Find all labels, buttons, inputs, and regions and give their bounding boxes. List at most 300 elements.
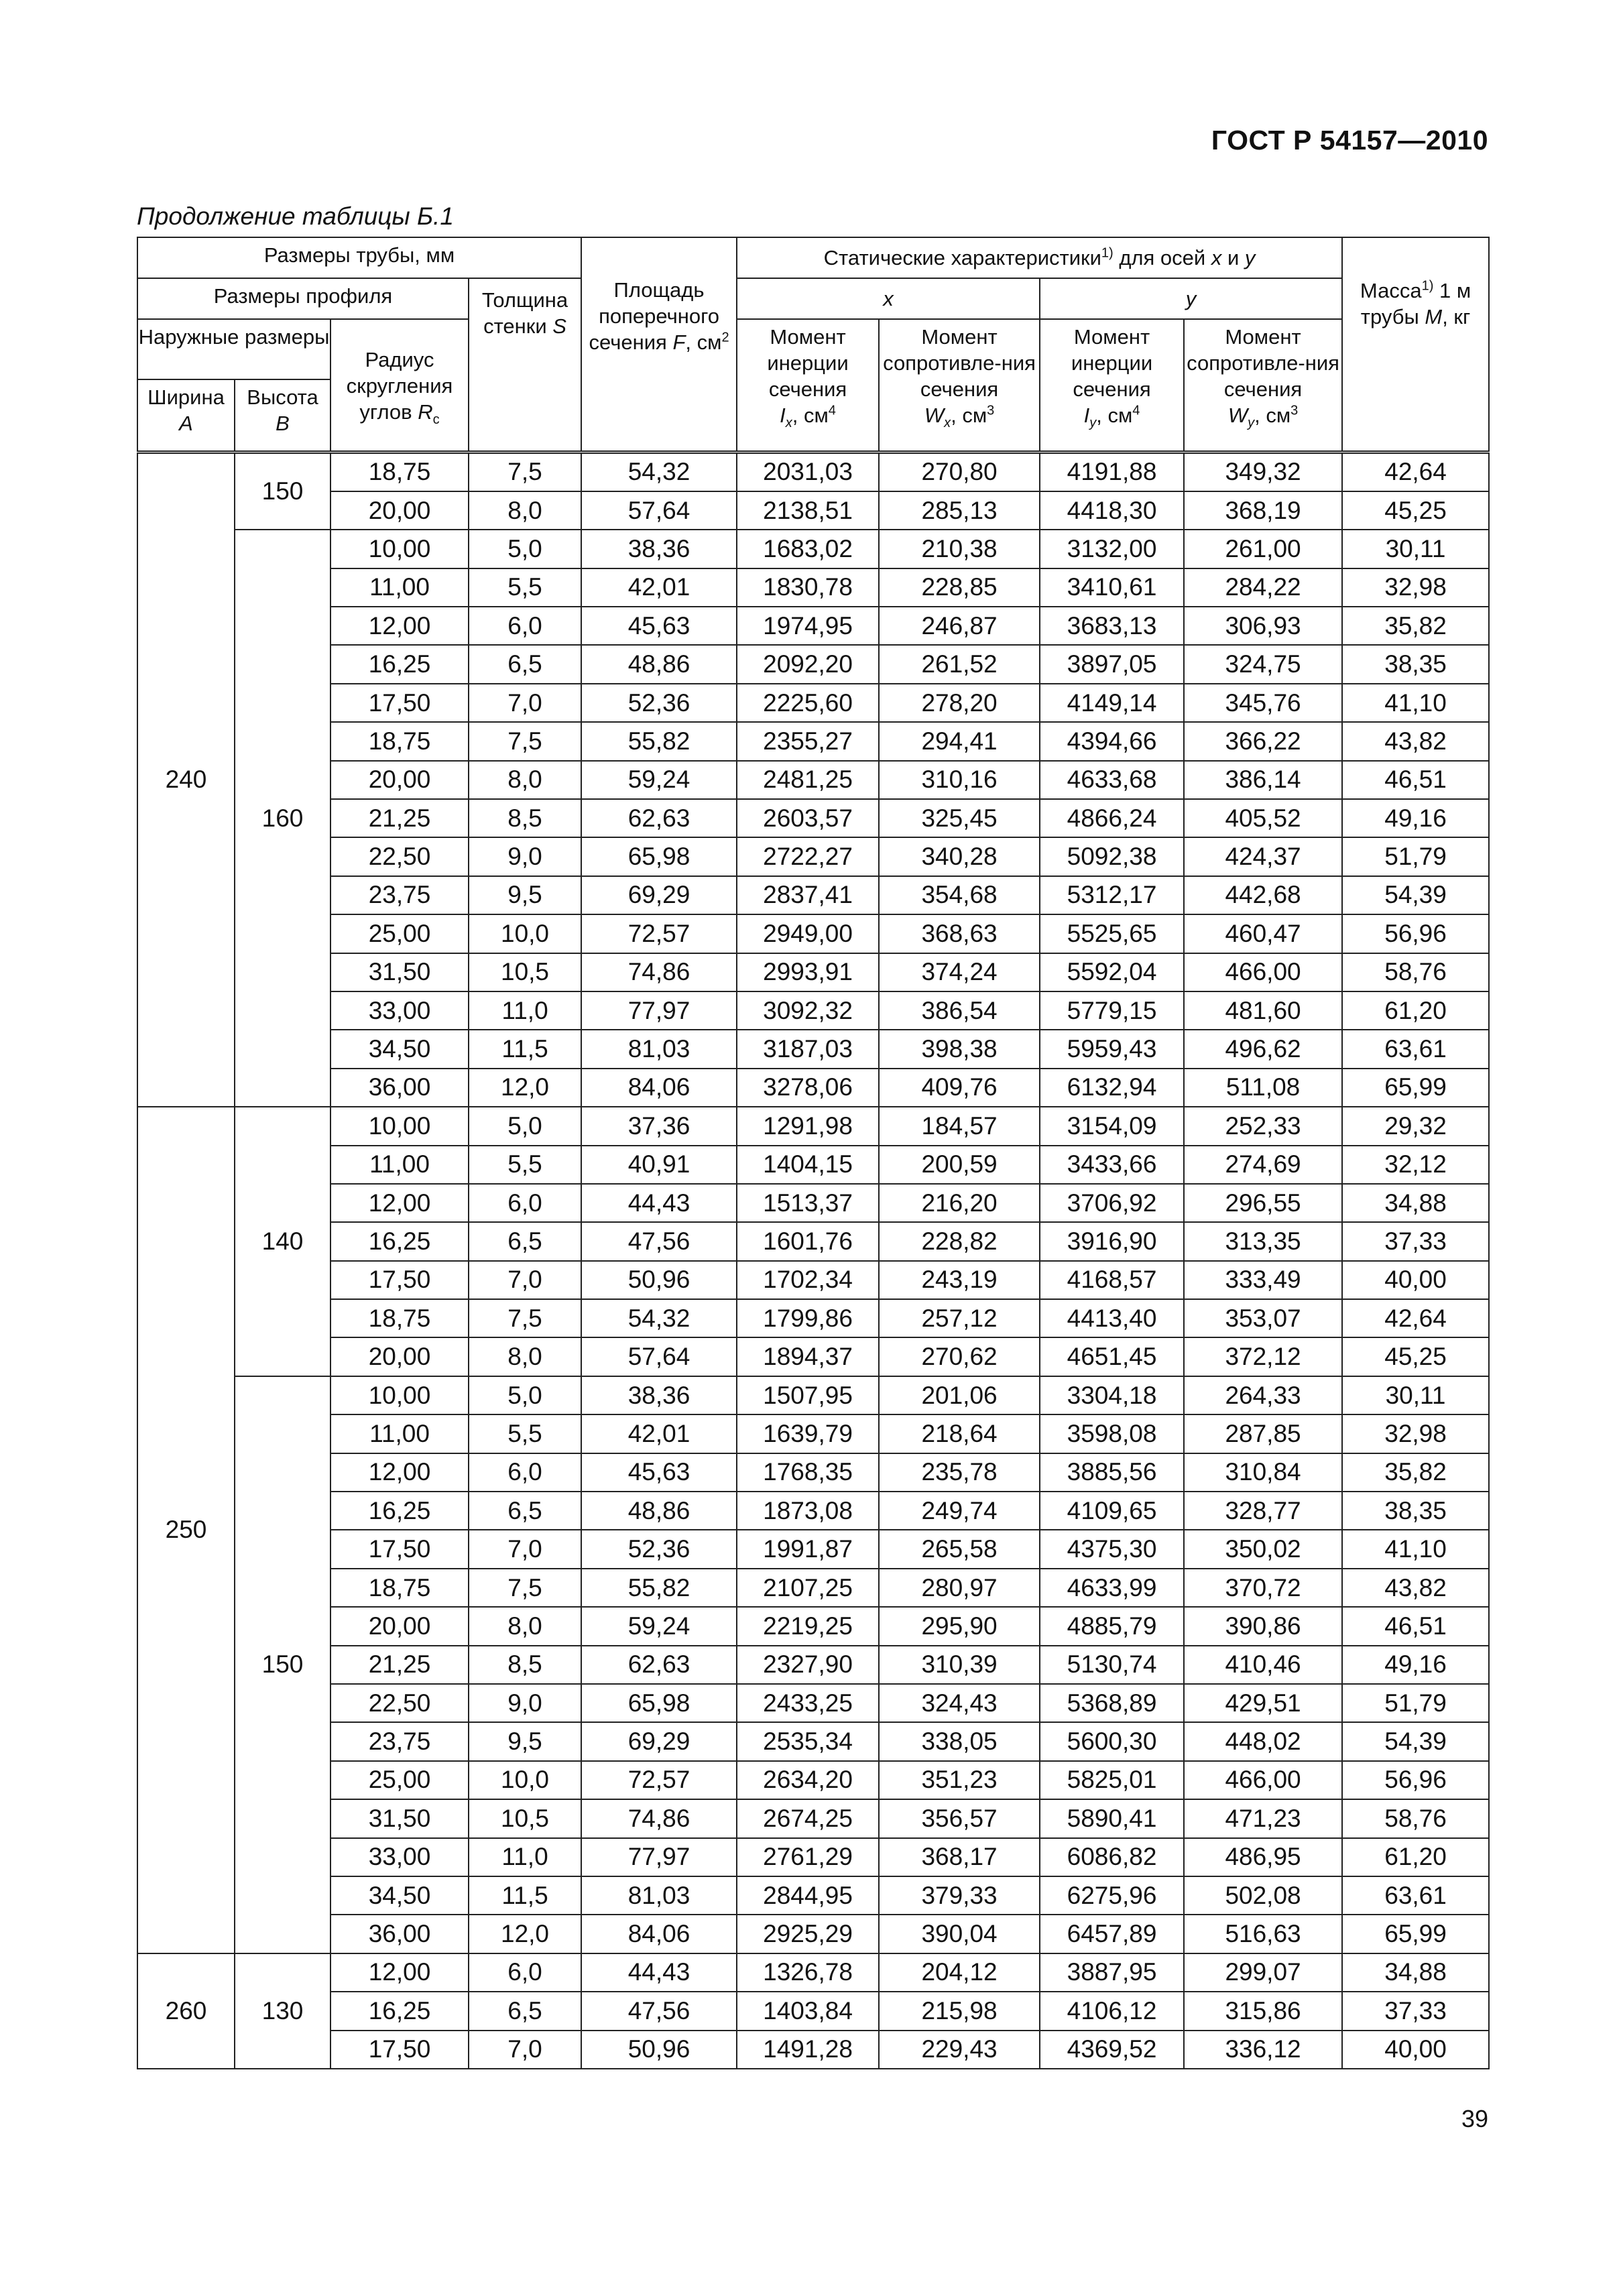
value-cell: 48,86 [581, 1492, 737, 1530]
value-cell: 57,64 [581, 491, 737, 530]
width-cell: 250 [137, 1107, 235, 1953]
value-cell: 1513,37 [737, 1184, 879, 1222]
value-cell: 2219,25 [737, 1607, 879, 1645]
value-cell: 54,32 [581, 452, 737, 491]
value-cell: 5,5 [469, 1146, 581, 1184]
value-cell: 5825,01 [1040, 1761, 1184, 1799]
value-cell: 6132,94 [1040, 1069, 1184, 1107]
value-cell: 3304,18 [1040, 1376, 1184, 1414]
value-cell: 59,24 [581, 1607, 737, 1645]
value-cell: 4191,88 [1040, 452, 1184, 491]
value-cell: 261,00 [1184, 530, 1342, 568]
value-cell: 17,50 [330, 2031, 469, 2069]
value-cell: 72,57 [581, 1761, 737, 1799]
value-cell: 1404,15 [737, 1146, 879, 1184]
value-cell: 351,23 [879, 1761, 1040, 1799]
table-row [137, 1607, 1489, 1645]
value-cell: 30,11 [1342, 1376, 1489, 1414]
value-cell: 36,00 [330, 1915, 469, 1953]
value-cell: 16,25 [330, 1222, 469, 1260]
value-cell: 448,02 [1184, 1722, 1342, 1760]
value-cell: 49,16 [1342, 1646, 1489, 1684]
value-cell: 1894,37 [737, 1337, 879, 1376]
value-cell: 8,0 [469, 1607, 581, 1645]
header-axis-x: x [737, 278, 1040, 319]
value-cell: 47,56 [581, 1222, 737, 1260]
value-cell: 10,0 [469, 914, 581, 953]
value-cell: 69,29 [581, 1722, 737, 1760]
header-pipe-sizes: Размеры трубы, мм [137, 237, 581, 278]
value-cell: 502,08 [1184, 1876, 1342, 1915]
value-cell: 4633,99 [1040, 1569, 1184, 1607]
value-cell: 295,90 [879, 1607, 1040, 1645]
value-cell: 3897,05 [1040, 645, 1184, 683]
value-cell: 17,50 [330, 1530, 469, 1568]
value-cell: 336,12 [1184, 2031, 1342, 2069]
value-cell: 40,91 [581, 1146, 737, 1184]
table-row [137, 645, 1489, 683]
table-body [137, 452, 1489, 2069]
value-cell: 10,5 [469, 1799, 581, 1837]
value-cell: 21,25 [330, 1646, 469, 1684]
header-static-characteristics: Статические характеристики$^{1)}$ для осей x и y [737, 237, 1342, 278]
table-row [137, 1569, 1489, 1607]
table-row [137, 1414, 1489, 1453]
value-cell: 43,82 [1342, 1569, 1489, 1607]
value-cell: 1403,84 [737, 1992, 879, 2030]
value-cell: 31,50 [330, 953, 469, 991]
value-cell: 3410,61 [1040, 568, 1184, 607]
value-cell: 18,75 [330, 452, 469, 491]
value-cell: 1291,98 [737, 1107, 879, 1145]
value-cell: 55,82 [581, 722, 737, 760]
value-cell: 20,00 [330, 491, 469, 530]
value-cell: 34,88 [1342, 1184, 1489, 1222]
value-cell: 324,43 [879, 1684, 1040, 1722]
table-row [137, 1838, 1489, 1876]
value-cell: 65,99 [1342, 1915, 1489, 1953]
value-cell: 6,5 [469, 1492, 581, 1530]
value-cell: 3598,08 [1040, 1414, 1184, 1453]
value-cell: 42,64 [1342, 452, 1489, 491]
value-cell: 6457,89 [1040, 1915, 1184, 1953]
table-row [137, 1799, 1489, 1837]
value-cell: 40,00 [1342, 1261, 1489, 1299]
table-row [137, 1030, 1489, 1068]
table-row [137, 568, 1489, 607]
value-cell: 2603,57 [737, 799, 879, 837]
value-cell: 471,23 [1184, 1799, 1342, 1837]
value-cell: 386,14 [1184, 761, 1342, 799]
table-row [137, 799, 1489, 837]
value-cell: 345,76 [1184, 684, 1342, 722]
value-cell: 4418,30 [1040, 491, 1184, 530]
value-cell: 47,56 [581, 1992, 737, 2030]
value-cell: 368,63 [879, 914, 1040, 953]
value-cell: 4866,24 [1040, 799, 1184, 837]
value-cell: 390,86 [1184, 1607, 1342, 1645]
value-cell: 2925,29 [737, 1915, 879, 1953]
table-row [137, 1222, 1489, 1260]
value-cell: 315,86 [1184, 1992, 1342, 2030]
value-cell: 398,38 [879, 1030, 1040, 1068]
value-cell: 328,77 [1184, 1492, 1342, 1530]
value-cell: 4168,57 [1040, 1261, 1184, 1299]
value-cell: 6275,96 [1040, 1876, 1184, 1915]
table-row [137, 1876, 1489, 1915]
table-row [137, 1299, 1489, 1337]
value-cell: 274,69 [1184, 1146, 1342, 1184]
header-radius: Радиус скругления углов $R_c$ [330, 319, 469, 452]
value-cell: 511,08 [1184, 1069, 1342, 1107]
value-cell: 3887,95 [1040, 1953, 1184, 1992]
header-area: Площадь поперечного сечения F, $см^2$ [581, 237, 737, 452]
value-cell: 65,98 [581, 1684, 737, 1722]
value-cell: 3187,03 [737, 1030, 879, 1068]
value-cell: 11,00 [330, 1146, 469, 1184]
header-inertia-y: Момент инерции сечения $I_y$, $см^4$ [1040, 319, 1184, 452]
value-cell: 63,61 [1342, 1876, 1489, 1915]
value-cell: 49,16 [1342, 799, 1489, 837]
value-cell: 6086,82 [1040, 1838, 1184, 1876]
value-cell: 32,98 [1342, 1414, 1489, 1453]
value-cell: 69,29 [581, 876, 737, 914]
value-cell: 294,41 [879, 722, 1040, 760]
value-cell: 5592,04 [1040, 953, 1184, 991]
value-cell: 2225,60 [737, 684, 879, 722]
value-cell: 466,00 [1184, 953, 1342, 991]
value-cell: 7,0 [469, 1261, 581, 1299]
value-cell: 12,00 [330, 1453, 469, 1492]
height-cell: 150 [235, 1376, 330, 1953]
value-cell: 366,22 [1184, 722, 1342, 760]
value-cell: 4633,68 [1040, 761, 1184, 799]
value-cell: 58,76 [1342, 953, 1489, 991]
value-cell: 374,24 [879, 953, 1040, 991]
value-cell: 1799,86 [737, 1299, 879, 1337]
value-cell: 229,43 [879, 2031, 1040, 2069]
value-cell: 1491,28 [737, 2031, 879, 2069]
value-cell: 9,0 [469, 837, 581, 875]
table-row [137, 1722, 1489, 1760]
value-cell: 45,25 [1342, 491, 1489, 530]
value-cell: 48,86 [581, 645, 737, 683]
value-cell: 56,96 [1342, 914, 1489, 953]
value-cell: 16,25 [330, 645, 469, 683]
value-cell: 23,75 [330, 876, 469, 914]
value-cell: 2722,27 [737, 837, 879, 875]
value-cell: 442,68 [1184, 876, 1342, 914]
value-cell: 235,78 [879, 1453, 1040, 1492]
value-cell: 1683,02 [737, 530, 879, 568]
value-cell: 310,39 [879, 1646, 1040, 1684]
value-cell: 2993,91 [737, 953, 879, 991]
height-cell: 150 [235, 452, 330, 530]
value-cell: 62,63 [581, 799, 737, 837]
value-cell: 4149,14 [1040, 684, 1184, 722]
height-cell: 160 [235, 530, 330, 1107]
value-cell: 62,63 [581, 1646, 737, 1684]
value-cell: 22,50 [330, 1684, 469, 1722]
value-cell: 38,36 [581, 1376, 737, 1414]
value-cell: 324,75 [1184, 645, 1342, 683]
header-height: Высота B [235, 379, 330, 452]
value-cell: 8,5 [469, 1646, 581, 1684]
value-cell: 45,25 [1342, 1337, 1489, 1376]
value-cell: 2355,27 [737, 722, 879, 760]
value-cell: 1326,78 [737, 1953, 879, 1992]
value-cell: 20,00 [330, 1337, 469, 1376]
value-cell: 74,86 [581, 953, 737, 991]
value-cell: 40,00 [1342, 2031, 1489, 2069]
value-cell: 58,76 [1342, 1799, 1489, 1837]
value-cell: 3433,66 [1040, 1146, 1184, 1184]
table-row [137, 1337, 1489, 1376]
value-cell: 72,57 [581, 914, 737, 953]
value-cell: 466,00 [1184, 1761, 1342, 1799]
value-cell: 368,17 [879, 1838, 1040, 1876]
value-cell: 81,03 [581, 1876, 737, 1915]
value-cell: 429,51 [1184, 1684, 1342, 1722]
value-cell: 74,86 [581, 1799, 737, 1837]
value-cell: 18,75 [330, 1569, 469, 1607]
value-cell: 6,0 [469, 1184, 581, 1222]
table-caption: Продолжение таблицы Б.1 [137, 202, 454, 230]
value-cell: 51,79 [1342, 837, 1489, 875]
table-row [137, 1069, 1489, 1107]
value-cell: 11,00 [330, 568, 469, 607]
value-cell: 8,0 [469, 491, 581, 530]
value-cell: 3885,56 [1040, 1453, 1184, 1492]
value-cell: 34,50 [330, 1876, 469, 1915]
value-cell: 228,85 [879, 568, 1040, 607]
table-row [137, 1530, 1489, 1568]
value-cell: 356,57 [879, 1799, 1040, 1837]
value-cell: 349,32 [1184, 452, 1342, 491]
value-cell: 516,63 [1184, 1915, 1342, 1953]
table-row [137, 452, 1489, 491]
value-cell: 296,55 [1184, 1184, 1342, 1222]
value-cell: 10,00 [330, 1107, 469, 1145]
value-cell: 84,06 [581, 1069, 737, 1107]
table-row [137, 1684, 1489, 1722]
value-cell: 216,20 [879, 1184, 1040, 1222]
value-cell: 33,00 [330, 991, 469, 1030]
width-cell: 240 [137, 452, 235, 1107]
header-thickness: Толщина стенки S [469, 278, 581, 452]
value-cell: 41,10 [1342, 1530, 1489, 1568]
value-cell: 81,03 [581, 1030, 737, 1068]
value-cell: 2535,34 [737, 1722, 879, 1760]
value-cell: 7,5 [469, 722, 581, 760]
value-cell: 45,63 [581, 607, 737, 645]
value-cell: 5890,41 [1040, 1799, 1184, 1837]
value-cell: 56,96 [1342, 1761, 1489, 1799]
table-row [137, 837, 1489, 875]
value-cell: 410,46 [1184, 1646, 1342, 1684]
header-mass: Масса$^{1)}$ 1 м трубы M, кг [1342, 237, 1489, 452]
value-cell: 12,00 [330, 1953, 469, 1992]
value-cell: 7,0 [469, 2031, 581, 2069]
value-cell: 3132,00 [1040, 530, 1184, 568]
value-cell: 52,36 [581, 1530, 737, 1568]
value-cell: 18,75 [330, 722, 469, 760]
value-cell: 228,82 [879, 1222, 1040, 1260]
value-cell: 16,25 [330, 1992, 469, 2030]
value-cell: 5,0 [469, 1376, 581, 1414]
table-row [137, 491, 1489, 530]
value-cell: 4651,45 [1040, 1337, 1184, 1376]
value-cell: 38,36 [581, 530, 737, 568]
table-row [137, 1376, 1489, 1414]
value-cell: 252,33 [1184, 1107, 1342, 1145]
value-cell: 246,87 [879, 607, 1040, 645]
value-cell: 4413,40 [1040, 1299, 1184, 1337]
table-row [137, 1915, 1489, 1953]
value-cell: 50,96 [581, 2031, 737, 2069]
value-cell: 55,82 [581, 1569, 737, 1607]
value-cell: 2092,20 [737, 645, 879, 683]
value-cell: 30,11 [1342, 530, 1489, 568]
value-cell: 4109,65 [1040, 1492, 1184, 1530]
table-row [137, 1646, 1489, 1684]
header-width: Ширина A [137, 379, 235, 452]
value-cell: 36,00 [330, 1069, 469, 1107]
value-cell: 11,00 [330, 1414, 469, 1453]
value-cell: 45,63 [581, 1453, 737, 1492]
value-cell: 210,38 [879, 530, 1040, 568]
value-cell: 201,06 [879, 1376, 1040, 1414]
pipe-dimensions-table [137, 237, 1490, 2069]
value-cell: 310,16 [879, 761, 1040, 799]
value-cell: 4394,66 [1040, 722, 1184, 760]
value-cell: 284,22 [1184, 568, 1342, 607]
value-cell: 33,00 [330, 1838, 469, 1876]
value-cell: 6,5 [469, 645, 581, 683]
value-cell: 7,5 [469, 1299, 581, 1337]
value-cell: 2634,20 [737, 1761, 879, 1799]
value-cell: 354,68 [879, 876, 1040, 914]
table-row [137, 953, 1489, 991]
value-cell: 405,52 [1184, 799, 1342, 837]
value-cell: 325,45 [879, 799, 1040, 837]
value-cell: 333,49 [1184, 1261, 1342, 1299]
table-row [137, 722, 1489, 760]
value-cell: 8,5 [469, 799, 581, 837]
table-row [137, 2031, 1489, 2069]
width-cell: 260 [137, 1953, 235, 2069]
value-cell: 3278,06 [737, 1069, 879, 1107]
value-cell: 353,07 [1184, 1299, 1342, 1337]
value-cell: 10,00 [330, 530, 469, 568]
value-cell: 11,5 [469, 1030, 581, 1068]
value-cell: 35,82 [1342, 1453, 1489, 1492]
value-cell: 37,33 [1342, 1222, 1489, 1260]
value-cell: 2138,51 [737, 491, 879, 530]
value-cell: 34,50 [330, 1030, 469, 1068]
value-cell: 4375,30 [1040, 1530, 1184, 1568]
value-cell: 257,12 [879, 1299, 1040, 1337]
value-cell: 1639,79 [737, 1414, 879, 1453]
value-cell: 65,98 [581, 837, 737, 875]
value-cell: 249,74 [879, 1492, 1040, 1530]
value-cell: 460,47 [1184, 914, 1342, 953]
value-cell: 6,5 [469, 1992, 581, 2030]
value-cell: 35,82 [1342, 607, 1489, 645]
value-cell: 261,52 [879, 645, 1040, 683]
value-cell: 34,88 [1342, 1953, 1489, 1992]
value-cell: 44,43 [581, 1184, 737, 1222]
header-inertia-x: Момент инерции сечения $I_x$, $см^4$ [737, 319, 879, 452]
table-header [137, 237, 1489, 452]
table-row [137, 1184, 1489, 1222]
value-cell: 4369,52 [1040, 2031, 1184, 2069]
table-row [137, 991, 1489, 1030]
value-cell: 23,75 [330, 1722, 469, 1760]
value-cell: 5368,89 [1040, 1684, 1184, 1722]
value-cell: 63,61 [1342, 1030, 1489, 1068]
value-cell: 57,64 [581, 1337, 737, 1376]
table-row [137, 684, 1489, 722]
value-cell: 42,01 [581, 1414, 737, 1453]
value-cell: 5312,17 [1040, 876, 1184, 914]
value-cell: 486,95 [1184, 1838, 1342, 1876]
value-cell: 306,93 [1184, 607, 1342, 645]
value-cell: 372,12 [1184, 1337, 1342, 1376]
value-cell: 265,58 [879, 1530, 1040, 1568]
value-cell: 5959,43 [1040, 1030, 1184, 1068]
table-row [137, 914, 1489, 953]
value-cell: 46,51 [1342, 1607, 1489, 1645]
value-cell: 368,19 [1184, 491, 1342, 530]
value-cell: 370,72 [1184, 1569, 1342, 1607]
value-cell: 5,0 [469, 530, 581, 568]
value-cell: 2481,25 [737, 761, 879, 799]
value-cell: 43,82 [1342, 722, 1489, 760]
header-profile-sizes: Размеры профиля [137, 278, 469, 319]
value-cell: 5600,30 [1040, 1722, 1184, 1760]
value-cell: 54,32 [581, 1299, 737, 1337]
table-row [137, 1761, 1489, 1799]
value-cell: 77,97 [581, 1838, 737, 1876]
value-cell: 424,37 [1184, 837, 1342, 875]
value-cell: 1702,34 [737, 1261, 879, 1299]
value-cell: 51,79 [1342, 1684, 1489, 1722]
header-axis-y: y [1040, 278, 1342, 319]
value-cell: 379,33 [879, 1876, 1040, 1915]
table-row [137, 1992, 1489, 2030]
value-cell: 2949,00 [737, 914, 879, 953]
value-cell: 12,00 [330, 1184, 469, 1222]
value-cell: 3683,13 [1040, 607, 1184, 645]
table-row [137, 1146, 1489, 1184]
value-cell: 52,36 [581, 684, 737, 722]
value-cell: 386,54 [879, 991, 1040, 1030]
value-cell: 10,5 [469, 953, 581, 991]
table-row [137, 1453, 1489, 1492]
value-cell: 21,25 [330, 799, 469, 837]
header-resistance-x: Момент сопротивле-ния сечения $W_x$, $см^3$ [879, 319, 1040, 452]
value-cell: 7,5 [469, 452, 581, 491]
value-cell: 4106,12 [1040, 1992, 1184, 2030]
value-cell: 215,98 [879, 1992, 1040, 2030]
value-cell: 5,5 [469, 568, 581, 607]
value-cell: 32,98 [1342, 568, 1489, 607]
value-cell: 7,5 [469, 1569, 581, 1607]
value-cell: 29,32 [1342, 1107, 1489, 1145]
value-cell: 409,76 [879, 1069, 1040, 1107]
table-row [137, 761, 1489, 799]
